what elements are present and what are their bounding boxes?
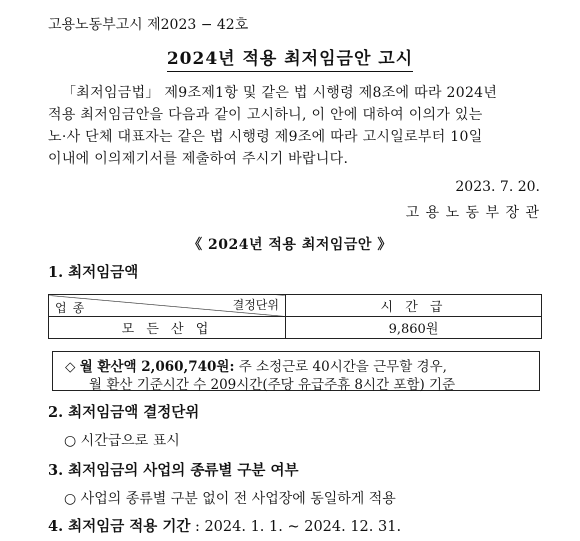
signer: 고 용 노 동 부 장 관: [405, 205, 540, 221]
diamond-icon: ◇: [65, 359, 76, 375]
title-container: [0, 44, 580, 72]
body-line-4: 이내에 이의제기서를 제출하여 주시기 바랍니다.: [48, 151, 349, 167]
decision-unit-label: 결정단위: [232, 298, 279, 312]
hourly-wage-header: 시 간 급: [286, 295, 542, 317]
doc-number: 고용노동부고시 제2023 − 42호: [48, 17, 249, 33]
notice-date: 2023. 7. 20.: [455, 179, 540, 195]
hourly-wage-value: 9,860원: [286, 317, 542, 339]
body-line-2: 적용 최저임금안을 다음과 같이 고시하니, 이 안에 대하여 이의가 있는: [48, 107, 483, 123]
minimum-wage-table: [48, 294, 542, 339]
table-row: [49, 317, 542, 339]
body-line-3: 노·사 단체 대표자는 같은 법 시행령 제9조에 따라 고시일로부터 10일: [48, 129, 483, 145]
section4-label: 4. 최저임금 적용 기간: [48, 518, 191, 535]
section2-heading: 2. 최저임금액 결정단위: [48, 404, 200, 421]
section4-heading: [48, 518, 401, 536]
all-industries-cell: 모 든 산 업: [49, 317, 286, 339]
subtitle-container: [0, 234, 580, 254]
document-title: 2024년 적용 최저임금안 고시: [167, 44, 413, 72]
note-line-1-text: 주 소정근로 40시간을 근무할 경우,: [234, 359, 447, 375]
body-line-1: 「최저임금법」 제9조제1항 및 같은 법 시행령 제8조에 따라 2024년: [62, 85, 498, 101]
table-header-row: [49, 295, 542, 317]
proposal-subtitle: 《 2024년 적용 최저임금안 》: [188, 237, 392, 253]
note-line-1: [65, 355, 447, 375]
section1-heading: 1. 최저임금액: [48, 264, 139, 281]
section2-bullet: ○ 시간급으로 표시: [64, 433, 180, 449]
section3-bullet: ○ 사업의 종류별 구분 없이 전 사업장에 동일하게 적용: [64, 491, 396, 507]
application-period: : 2024. 1. 1. ~ 2024. 12. 31.: [190, 519, 402, 535]
industry-label: 업종: [55, 301, 91, 315]
section3-heading: 3. 최저임금의 사업의 종류별 구분 여부: [48, 462, 299, 479]
monthly-amount-label: 월 환산액 2,060,740원:: [79, 359, 235, 375]
note-line-2: 월 환산 기준시간 수 209시간(주당 유급주휴 8시간 포함) 기준: [89, 377, 456, 393]
diagonal-header-cell: [49, 295, 286, 317]
monthly-conversion-note: [52, 351, 540, 391]
